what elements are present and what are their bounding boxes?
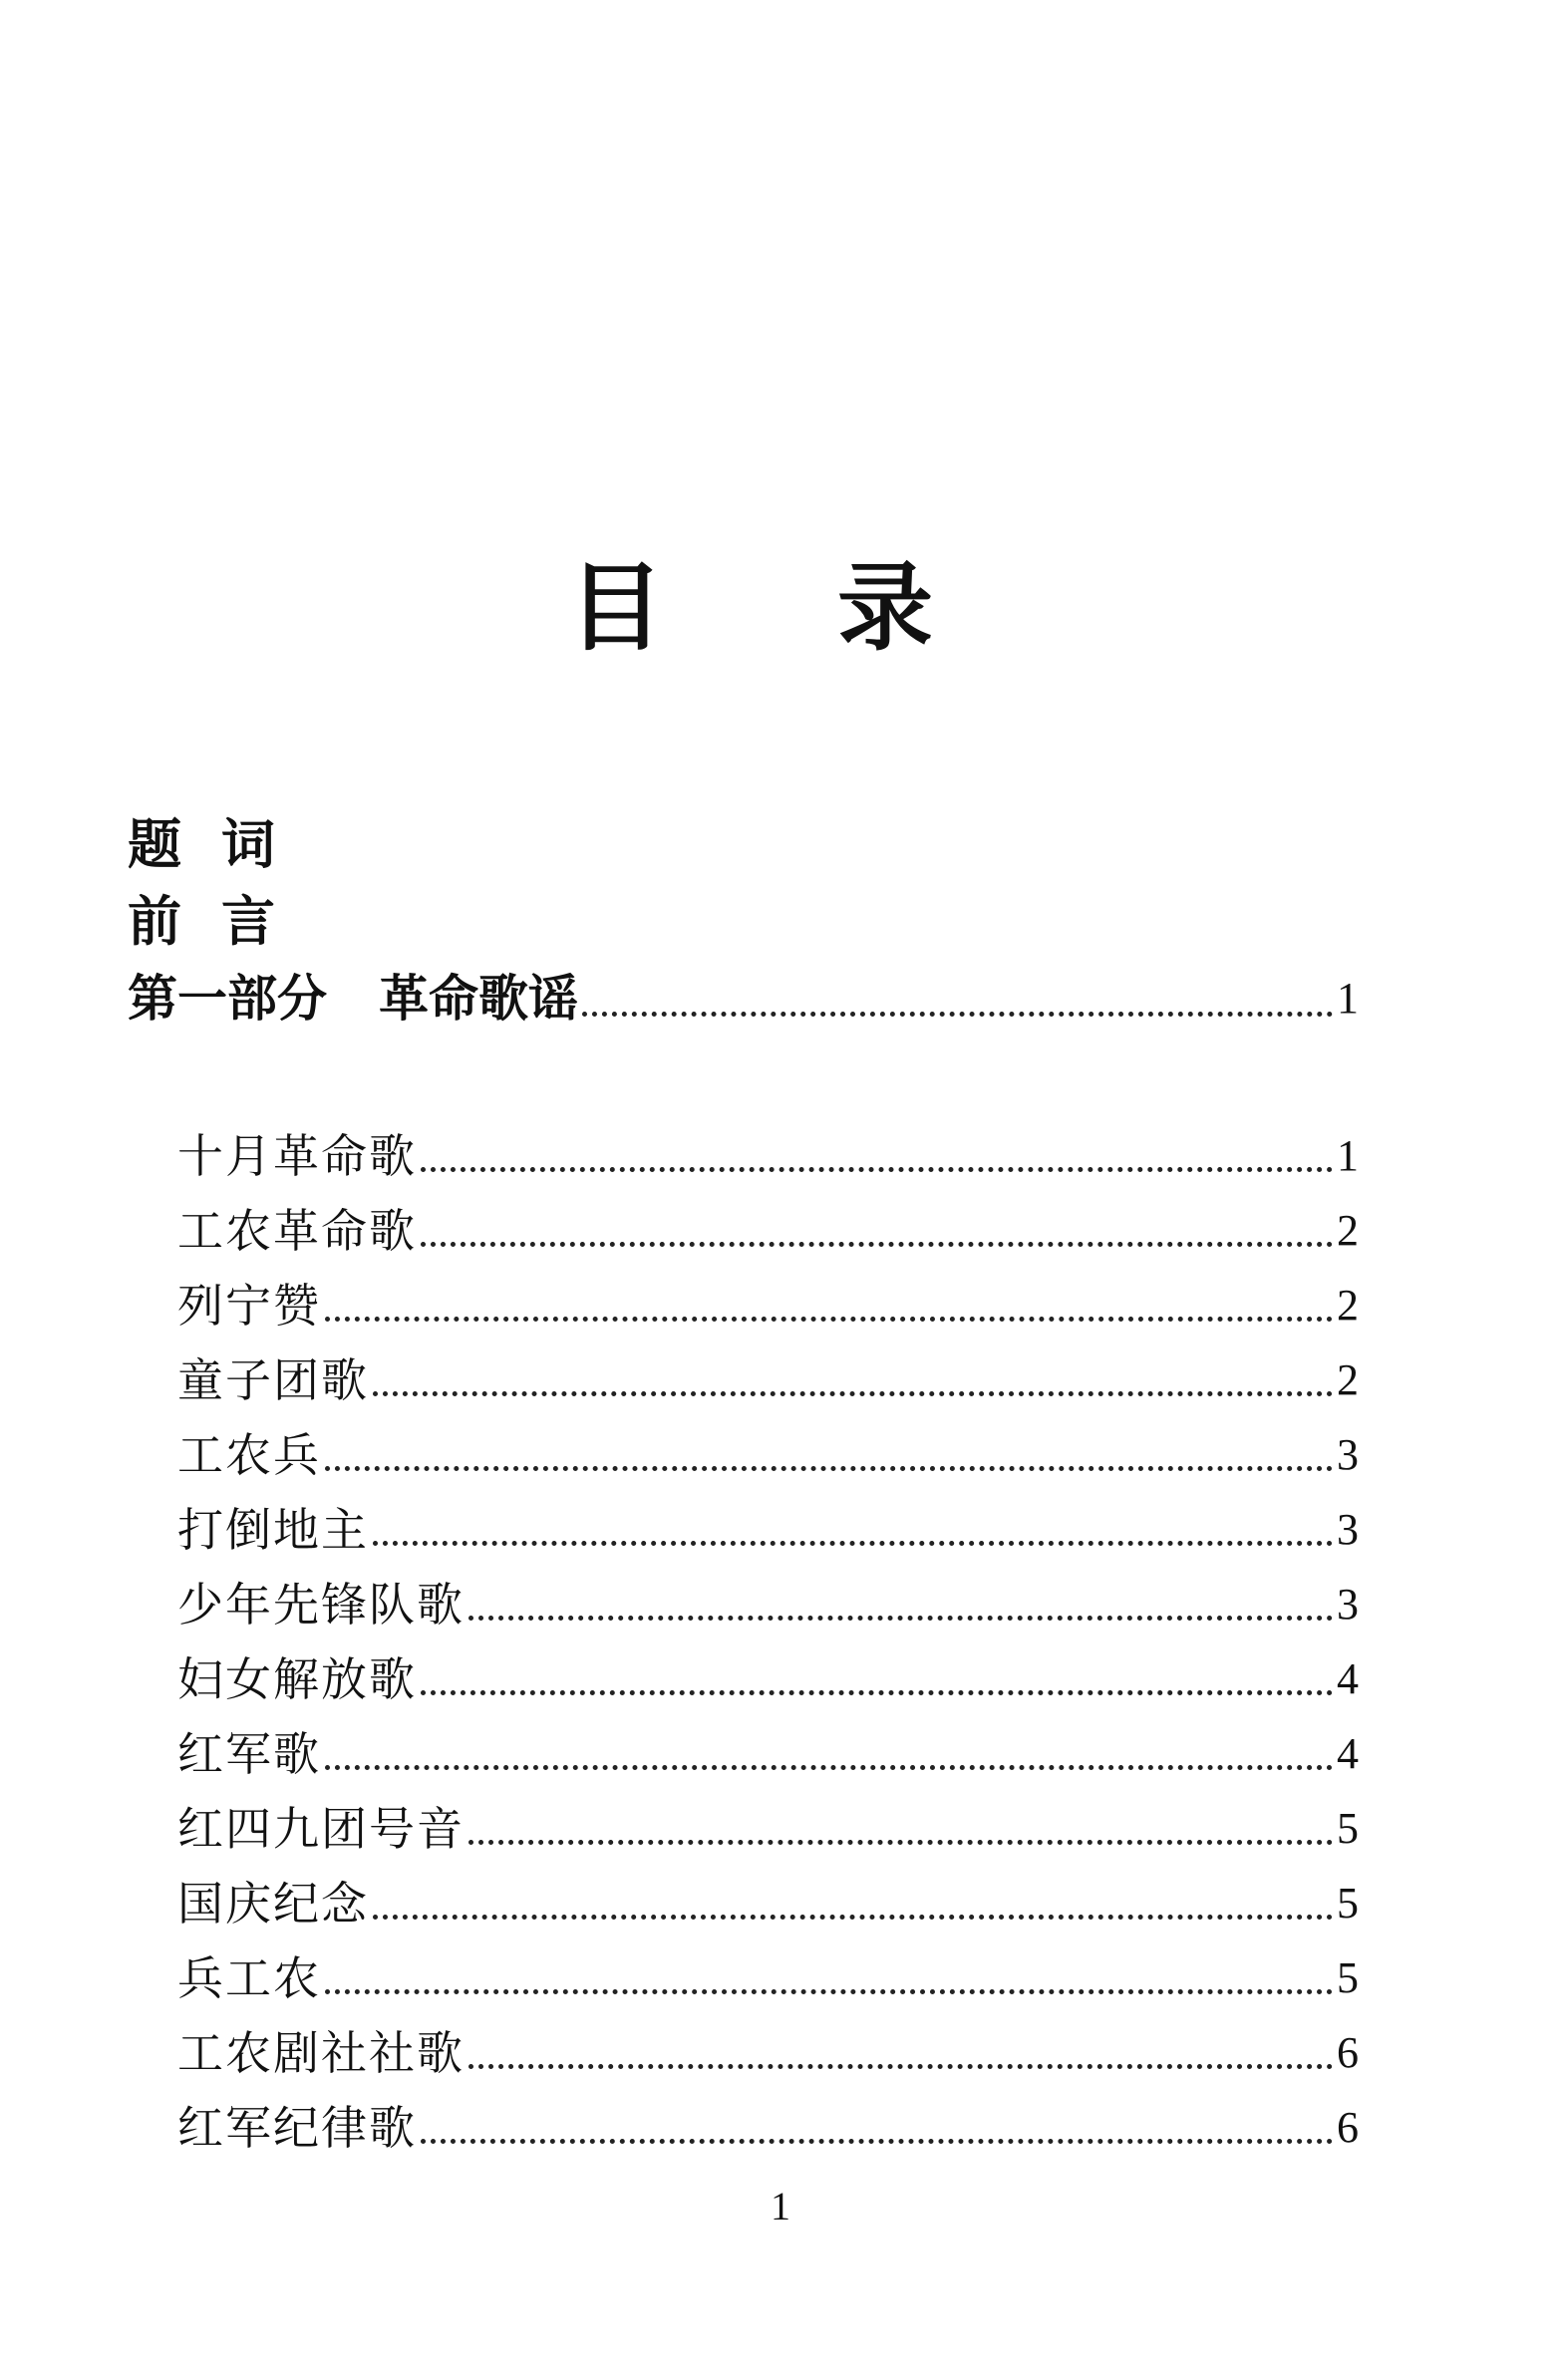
entry-title: 国庆纪念 <box>177 1877 369 1931</box>
entry-title: 妇女解放歌 <box>177 1652 417 1706</box>
toc-entry[interactable] <box>177 1635 1359 1709</box>
entry-page-number: 5 <box>1337 1953 1359 2002</box>
entry-page-number: 6 <box>1337 2103 1359 2152</box>
entry-page-number: 3 <box>1337 1505 1359 1554</box>
dot-leader <box>582 1012 1333 1017</box>
dot-leader <box>325 1989 1333 1994</box>
entry-page-number: 4 <box>1337 1729 1359 1778</box>
toc-entry-list <box>177 1111 1359 2158</box>
dot-leader <box>421 1242 1333 1247</box>
part-name: 革命歌谣 <box>379 969 578 1028</box>
entry-page-number: 6 <box>1337 2028 1359 2077</box>
entry-page-number: 5 <box>1337 1804 1359 1853</box>
toc-entry[interactable] <box>177 1784 1359 1859</box>
toc-entry[interactable] <box>177 1111 1359 1186</box>
dot-leader <box>325 1317 1333 1322</box>
entry-page-number: 2 <box>1337 1206 1359 1255</box>
title-char-mu: 目 <box>568 551 664 664</box>
entry-title: 十月革命歌 <box>177 1129 417 1183</box>
toc-entry[interactable] <box>177 1485 1359 1560</box>
toc-entry[interactable] <box>177 2008 1359 2083</box>
dot-leader <box>373 1541 1333 1546</box>
toc-entry[interactable] <box>177 1186 1359 1261</box>
entry-title: 兵工农 <box>177 1951 321 2005</box>
dot-leader <box>325 1765 1333 1770</box>
entry-title: 工农剧社社歌 <box>177 2026 465 2080</box>
entry-title: 童子团歌 <box>177 1353 369 1407</box>
toc-entry[interactable] <box>177 1934 1359 2008</box>
toc-dedication[interactable]: 题词 <box>128 812 315 876</box>
toc-entry[interactable] <box>177 1560 1359 1635</box>
page-title <box>0 553 1561 663</box>
toc-entry[interactable] <box>177 1859 1359 1934</box>
dot-leader <box>468 1840 1333 1845</box>
toc-entry[interactable] <box>177 1336 1359 1410</box>
dot-leader <box>421 1690 1333 1695</box>
entry-page-number: 4 <box>1337 1654 1359 1703</box>
page-footer-number: 1 <box>771 2184 790 2229</box>
entry-title: 打倒地主 <box>177 1503 369 1557</box>
entry-page-number: 3 <box>1337 1430 1359 1479</box>
toc-entry[interactable] <box>177 1709 1359 1784</box>
toc-entry[interactable] <box>177 2083 1359 2158</box>
entry-page-number: 5 <box>1337 1879 1359 1928</box>
part-number: 第一部分 <box>128 969 327 1028</box>
part-label <box>128 967 578 1031</box>
entry-page-number: 1 <box>1337 1131 1359 1180</box>
entry-title: 红军纪律歌 <box>177 2101 417 2155</box>
toc-part-one[interactable] <box>128 967 1359 1031</box>
dot-leader <box>325 1466 1333 1471</box>
toc-entry[interactable] <box>177 1410 1359 1485</box>
part-page-number: 1 <box>1337 974 1359 1023</box>
entry-page-number: 2 <box>1337 1281 1359 1330</box>
entry-title: 红四九团号音 <box>177 1802 465 1856</box>
entry-title: 列宁赞 <box>177 1279 321 1333</box>
dot-leader <box>373 1391 1333 1396</box>
dot-leader <box>468 2064 1333 2069</box>
dot-leader <box>373 1915 1333 1920</box>
entry-title: 工农革命歌 <box>177 1204 417 1258</box>
entry-title: 少年先锋队歌 <box>177 1578 465 1632</box>
title-char-lu: 录 <box>837 551 933 664</box>
toc-entry[interactable] <box>177 1261 1359 1336</box>
toc-preface[interactable]: 前言 <box>128 889 315 953</box>
entry-title: 红军歌 <box>177 1727 321 1781</box>
entry-page-number: 2 <box>1337 1355 1359 1404</box>
dot-leader <box>421 2139 1333 2144</box>
entry-page-number: 3 <box>1337 1580 1359 1629</box>
dot-leader <box>421 1167 1333 1172</box>
entry-title: 工农兵 <box>177 1428 321 1482</box>
dot-leader <box>468 1616 1333 1621</box>
